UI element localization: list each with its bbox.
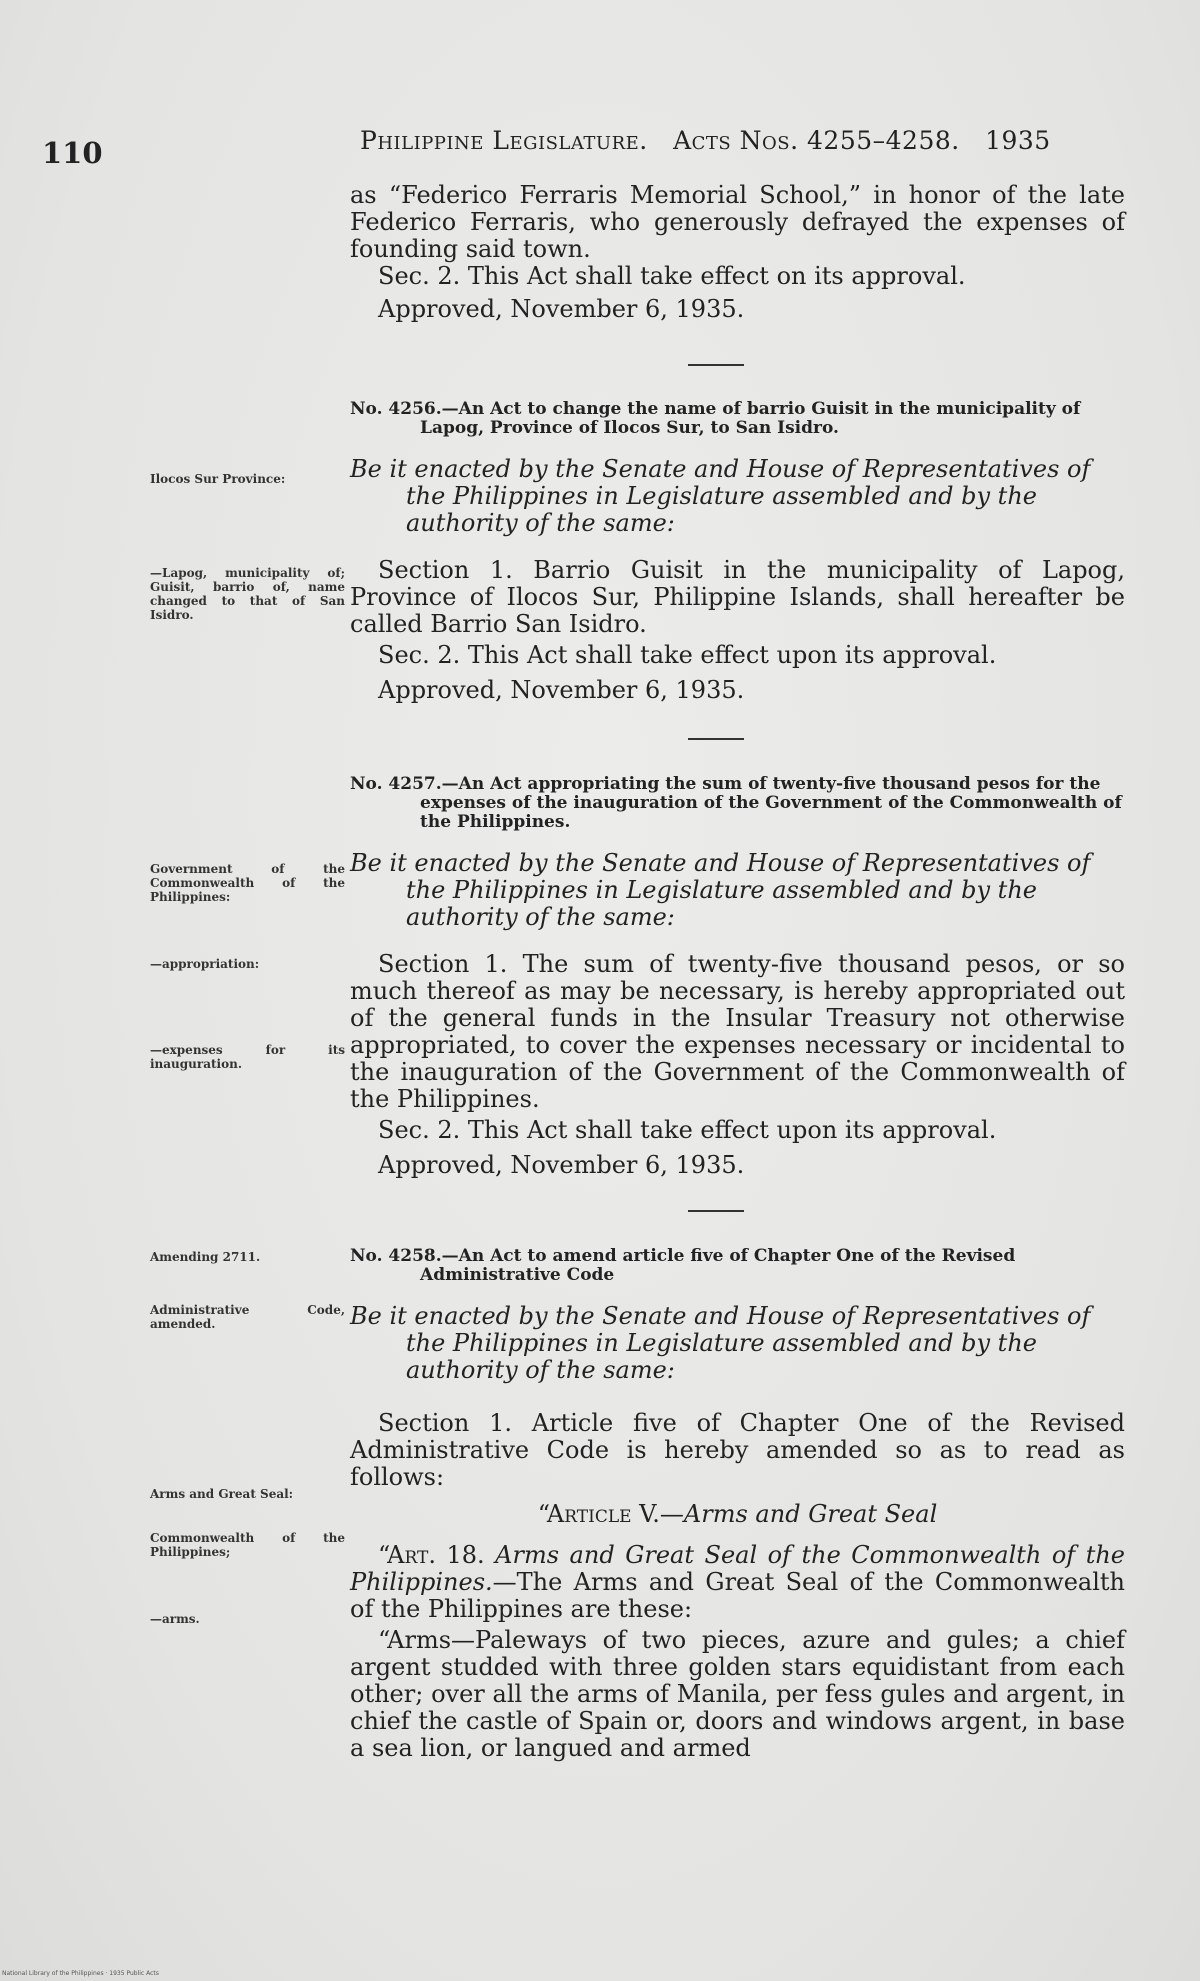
act-4256-approved: Approved, November 6, 1935. (378, 676, 745, 704)
running-head (360, 126, 1051, 155)
section-divider (688, 1210, 744, 1212)
act-4258-heading: No. 4258.—An Act to amend article five of Chapter One of the Revised Administrative Code (350, 1246, 1016, 1285)
section-divider (688, 364, 744, 366)
margin-note: Commonwealth of the Philippines; (150, 1531, 345, 1559)
act-4257 (350, 775, 1125, 1179)
section-divider (688, 738, 744, 740)
act-4256 (350, 400, 1125, 704)
article-title (350, 1501, 1125, 1528)
arms-paragraph: “Arms—Paleways of two pieces, azure and gules; a chief argent studded with three golden stars equidistant from each other; over all the arms of Manila, per fess gules and argent, in chief the castle of Spain or, doors and windows argent, in base a sea lion, or langued and armed (350, 1626, 1125, 1762)
margin-note: Ilocos Sur Province: (150, 472, 286, 486)
margin-note: Administrative Code, amended. (150, 1303, 345, 1331)
art-18-paragraph (350, 1542, 1125, 1623)
act-4255-approved: Approved, November 6, 1935. (378, 295, 745, 323)
act-4257-heading: No. 4257.—An Act appropriating the sum of twenty-five thousand pesos for the expenses of the inauguration of the Government of the Commonwealth of the Philippines. (350, 774, 1122, 832)
act-4257-sec2: Sec. 2. This Act shall take effect upon its approval. (378, 1116, 997, 1144)
act-4258-sec1: Section 1. Article five of Chapter One of the Revised Administrative Code is hereby amended so as to read as follows: (350, 1409, 1125, 1491)
margin-note: —appropriation: (150, 957, 260, 971)
act-4256-heading: No. 4256.—An Act to change the name of barrio Guisit in the municipality of Lapog, Province of Ilocos Sur, to San Isidro. (350, 399, 1081, 438)
article-title-italic: Arms and Great Seal (683, 1500, 938, 1528)
page-number: 110 (42, 136, 103, 170)
art-18-prefix: “Art. 18. (378, 1541, 496, 1569)
act-4255-sec2: Sec. 2. This Act shall take effect on its approval. (378, 262, 966, 290)
margin-note: Arms and Great Seal: (150, 1487, 294, 1501)
act-4257-sec1: Section 1. The sum of twenty-five thousand pesos, or so much thereof as may be necessary, is hereby appropriated out of the general funds in the Insular Treasury not otherwise appropriated, to cover the expenses necessary or incidental to the inauguration of the Government of the Commonwealth of the Philippines. (350, 950, 1125, 1113)
art-18-rest: —The Arms and Great Seal of the Commonwealth of the Philippines are these: (350, 1568, 1125, 1623)
act-4256-enacting-clause: Be it enacted by the Senate and House of Representatives of the Philippines in Legislature assembled and by the authority of the same: (350, 455, 1091, 537)
margin-note: Amending 2711. (150, 1250, 261, 1264)
scan-footer: National Library of the Philippines · 1935 Public Acts (2, 1970, 159, 1977)
act-4255-tail (350, 182, 1125, 323)
margin-note: —arms. (150, 1612, 200, 1626)
act-4257-approved: Approved, November 6, 1935. (378, 1151, 745, 1179)
act-4255-text: as “Federico Ferraris Memorial School,” in honor of the late Federico Ferraris, who generously defrayed the expenses of founding said town. (350, 181, 1125, 263)
act-4256-sec2: Sec. 2. This Act shall take effect upon its approval. (378, 641, 997, 669)
margin-note: —expenses for its inauguration. (150, 1043, 345, 1071)
act-4258 (350, 1247, 1125, 1762)
act-4257-enacting-clause: Be it enacted by the Senate and House of Representatives of the Philippines in Legislature assembled and by the authority of the same: (350, 849, 1091, 931)
article-title-prefix: “Article V.— (537, 1500, 684, 1528)
running-head-left: Philippine Legislature. (360, 126, 648, 155)
margin-note: —Lapog, municipality of; Guisit, barrio of, name changed to that of San Isidro. (150, 566, 345, 622)
running-head-year: 1935 (985, 126, 1051, 155)
margin-note: Government of the Commonwealth of the Philippines: (150, 862, 345, 904)
act-4256-sec1: Section 1. Barrio Guisit in the municipality of Lapog, Province of Ilocos Sur, Philippine Islands, shall hereafter be called Barrio San Isidro. (350, 556, 1125, 638)
art-18-title: Arms and Great Seal of the Commonwealth of the Philippines. (350, 1541, 1126, 1596)
act-4258-enacting-clause: Be it enacted by the Senate and House of Representatives of the Philippines in Legislature assembled and by the authority of the same: (350, 1302, 1091, 1384)
running-head-middle: Acts Nos. 4255–4258. (673, 126, 960, 155)
